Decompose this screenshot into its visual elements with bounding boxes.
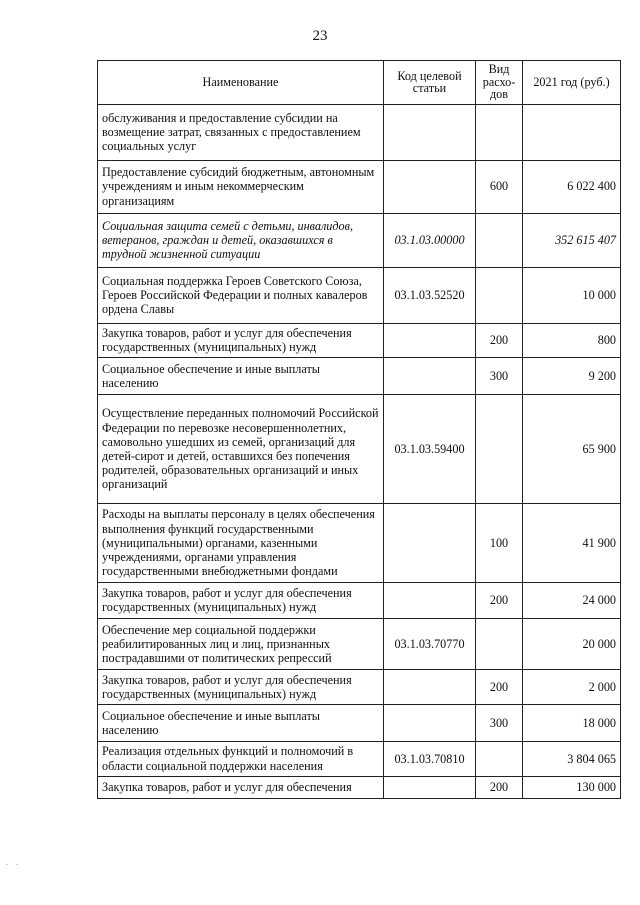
row-name-cell: Закупка товаров, работ и услуг для обеспечения государственных (муниципальных) нужд xyxy=(98,670,384,705)
row-sum-cell: 6 022 400 xyxy=(523,161,621,214)
row-name-cell: Социальное обеспечение и иные выплаты населению xyxy=(98,358,384,395)
row-kind-cell xyxy=(476,619,523,670)
row-name-cell: Расходы на выплаты персоналу в целях обеспечения выполнения функций государственными (муниципальными) органами, казенными учреждениями, органами управления государственными внебюджетными фондами xyxy=(98,504,384,583)
row-sum-cell: 2 000 xyxy=(523,670,621,705)
row-name-cell: Социальная поддержка Героев Советского Союза, Героев Российской Федерации и полных кавалеров ордена Славы xyxy=(98,268,384,324)
row-code-cell xyxy=(384,161,476,214)
table-header-row xyxy=(98,61,621,105)
row-kind-cell: 300 xyxy=(476,358,523,395)
table-row xyxy=(98,742,621,776)
row-code-cell xyxy=(384,358,476,395)
row-name-cell: Социальная защита семей с детьми, инвалидов, ветеранов, граждан и детей, оказавшихся в трудной жизненной ситуации xyxy=(98,214,384,268)
budget-table xyxy=(97,60,621,799)
row-kind-cell: 600 xyxy=(476,161,523,214)
row-kind-cell: 100 xyxy=(476,504,523,583)
row-code-cell xyxy=(384,324,476,358)
table-row xyxy=(98,619,621,670)
row-kind-cell xyxy=(476,742,523,776)
table-row xyxy=(98,504,621,583)
row-name-cell: Закупка товаров, работ и услуг для обеспечения государственных (муниципальных) нужд xyxy=(98,583,384,619)
row-sum-cell: 20 000 xyxy=(523,619,621,670)
row-kind-cell xyxy=(476,395,523,504)
page-number: 23 xyxy=(312,28,328,44)
table-row xyxy=(98,776,621,798)
row-code-cell xyxy=(384,705,476,742)
row-kind-cell: 200 xyxy=(476,670,523,705)
row-kind-cell: 200 xyxy=(476,583,523,619)
table-row xyxy=(98,105,621,161)
table-row xyxy=(98,324,621,358)
table-body xyxy=(98,105,621,799)
row-name-cell: Реализация отдельных функций и полномочий в области социальной поддержки населения xyxy=(98,742,384,776)
row-code-cell: 03.1.03.70810 xyxy=(384,742,476,776)
row-kind-cell: 300 xyxy=(476,705,523,742)
row-kind-cell: 200 xyxy=(476,324,523,358)
row-sum-cell xyxy=(523,105,621,161)
row-code-cell xyxy=(384,105,476,161)
table-row xyxy=(98,358,621,395)
row-name-cell: Закупка товаров, работ и услуг для обеспечения государственных (муниципальных) нужд xyxy=(98,324,384,358)
table-row xyxy=(98,161,621,214)
row-kind-cell xyxy=(476,214,523,268)
table-row xyxy=(98,705,621,742)
table-row xyxy=(98,670,621,705)
row-code-cell: 03.1.03.70770 xyxy=(384,619,476,670)
row-sum-cell: 10 000 xyxy=(523,268,621,324)
row-name-cell: Предоставление субсидий бюджетным, автономным учреждениям и иным некоммерческим организациям xyxy=(98,161,384,214)
row-sum-cell: 130 000 xyxy=(523,776,621,798)
row-name-cell: обслуживания и предоставление субсидии на возмещение затрат, связанных с предоставлением социальных услуг xyxy=(98,105,384,161)
row-sum-cell: 24 000 xyxy=(523,583,621,619)
row-kind-cell xyxy=(476,268,523,324)
row-code-cell: 03.1.03.59400 xyxy=(384,395,476,504)
header-name: Наименование xyxy=(98,61,384,105)
row-sum-cell: 18 000 xyxy=(523,705,621,742)
header-kind: Вид расхо-дов xyxy=(476,61,523,105)
table-row xyxy=(98,268,621,324)
row-sum-cell: 65 900 xyxy=(523,395,621,504)
row-sum-cell: 9 200 xyxy=(523,358,621,395)
row-code-cell: 03.1.03.52520 xyxy=(384,268,476,324)
header-code: Код целевой статьи xyxy=(384,61,476,105)
row-name-cell: Социальное обеспечение и иные выплаты населению xyxy=(98,705,384,742)
row-name-cell: Закупка товаров, работ и услуг для обеспечения xyxy=(98,776,384,798)
row-name-cell: Обеспечение мер социальной поддержки реабилитированных лиц и лиц, признанных пострадавшими от политических репрессий xyxy=(98,619,384,670)
row-sum-cell: 800 xyxy=(523,324,621,358)
row-code-cell xyxy=(384,504,476,583)
row-sum-cell: 352 615 407 xyxy=(523,214,621,268)
header-sum: 2021 год (руб.) xyxy=(523,61,621,105)
row-code-cell xyxy=(384,776,476,798)
row-code-cell xyxy=(384,583,476,619)
row-code-cell xyxy=(384,670,476,705)
row-sum-cell: 3 804 065 xyxy=(523,742,621,776)
scan-mark: . . xyxy=(6,858,21,867)
row-code-cell: 03.1.03.00000 xyxy=(384,214,476,268)
row-sum-cell: 41 900 xyxy=(523,504,621,583)
row-name-cell: Осуществление переданных полномочий Российской Федерации по перевозке несовершеннолетних, самовольно ушедших из семей, организаций для детей-сирот и детей, оставшихся без попечения родителей, образовательных организаций и иных организаций xyxy=(98,395,384,504)
table-row xyxy=(98,583,621,619)
table-row xyxy=(98,214,621,268)
table-row xyxy=(98,395,621,504)
row-kind-cell xyxy=(476,105,523,161)
row-kind-cell: 200 xyxy=(476,776,523,798)
